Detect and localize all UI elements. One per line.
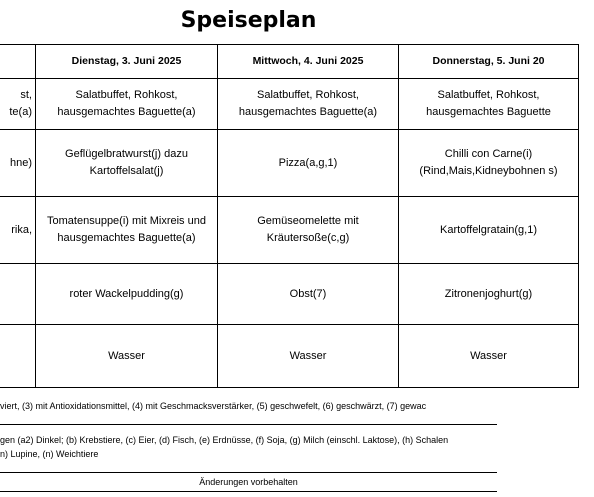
menu-cell: Chilli con Carne(i) (Rind,Mais,Kidneybohnen s) <box>399 130 579 197</box>
day-header <box>0 45 36 79</box>
menu-cell: Wasser <box>399 325 579 388</box>
menu-cell: Wasser <box>36 325 218 388</box>
divider <box>0 472 497 473</box>
page-title: Speiseplan <box>180 8 317 33</box>
menu-cell: Pizza(a,g,1) <box>218 130 399 197</box>
divider <box>0 491 497 492</box>
dessert-row <box>0 264 579 325</box>
menu-cell: Salatbuffet, Rohkost, hausgemachtes Baguette <box>399 79 579 130</box>
menu-cell: Kartoffelgratain(g,1) <box>399 197 579 264</box>
menu-cell: Obst(7) <box>218 264 399 325</box>
allergens-note: gen (a2) Dinkel; (b) Krebstiere, (c) Eier, (d) Fisch, (e) Erdnüsse, (f) Soja, (g) Milch (einschl. Laktose), (h) Schalen <box>0 435 449 445</box>
menu-cell: Tomatensuppe(i) mit Mixreis und hausgemachtes Baguette(a) <box>36 197 218 264</box>
allergens-note-cont: n) Lupine, (n) Weichtiere <box>0 449 99 459</box>
menu-cell: hne) <box>0 130 36 197</box>
additives-note: viert, (3) mit Antioxidationsmittel, (4) mit Geschmacksverstärker, (5) geschwefelt, (6) geschwärzt, (7) gewac <box>0 401 427 411</box>
menu-cell: Gemüseomelette mit Kräutersoße(c,g) <box>218 197 399 264</box>
menu-cell: Zitronenjoghurt(g) <box>399 264 579 325</box>
second-dish-row <box>0 197 579 264</box>
menu-cell: rika, <box>0 197 36 264</box>
menu-cell: Wasser <box>218 325 399 388</box>
main-dish-row <box>0 130 579 197</box>
day-header: Donnerstag, 5. Juni 20 <box>399 45 579 79</box>
menu-cell: Salatbuffet, Rohkost, hausgemachtes Baguette(a) <box>36 79 218 130</box>
menu-cell: st, te(a) <box>0 79 36 130</box>
salad-row <box>0 79 579 130</box>
footer-note: Änderungen vorbehalten <box>199 477 298 487</box>
menu-cell <box>0 325 36 388</box>
menu-cell: Geflügelbratwurst(j) dazu Kartoffelsalat(j) <box>36 130 218 197</box>
menu-cell: Salatbuffet, Rohkost, hausgemachtes Baguette(a) <box>218 79 399 130</box>
header-row <box>0 45 579 79</box>
day-header: Dienstag, 3. Juni 2025 <box>36 45 218 79</box>
menu-table <box>0 44 579 388</box>
menu-table-wrapper <box>0 44 578 388</box>
day-header: Mittwoch, 4. Juni 2025 <box>218 45 399 79</box>
menu-cell: roter Wackelpudding(g) <box>36 264 218 325</box>
menu-cell <box>0 264 36 325</box>
divider <box>0 424 497 425</box>
drink-row <box>0 325 579 388</box>
